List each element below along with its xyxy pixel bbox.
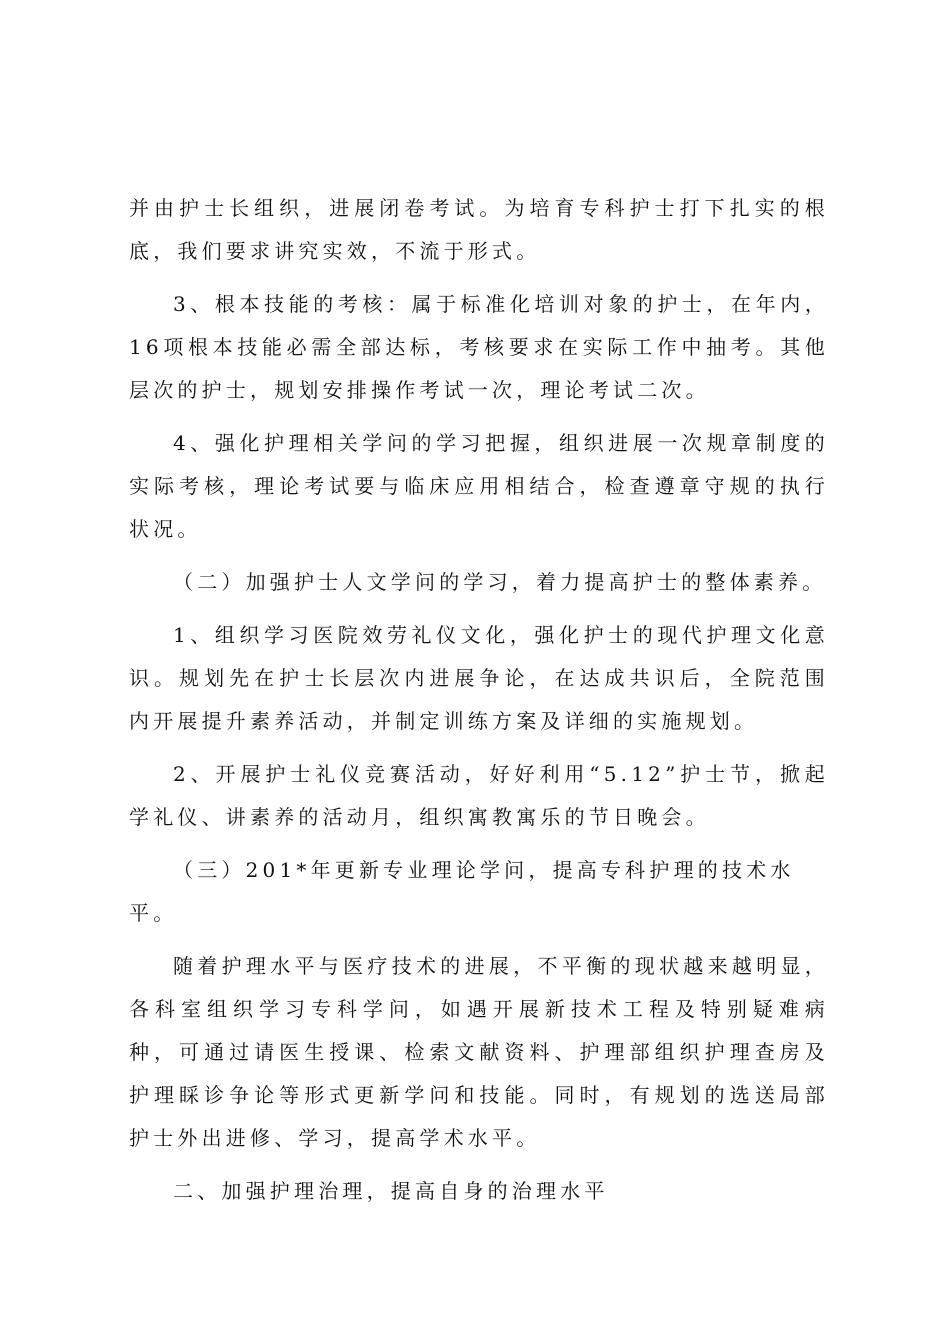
paragraph-basic-skills: 3、根本技能的考核：属于标准化培训对象的护士，在年内，16项根本技能必需全部达标，考核要求在实际工作中抽考。其他层次的护士，规划安排操作考试一次，理论考试二次。 (129, 292, 829, 402)
paragraph-exam-continuation: 并由护士长组织，进展闭卷考试。为培育专科护士打下扎实的根底，我们要求讲究实效，不流于形式。 (129, 196, 829, 263)
section-heading-management: 二、加强护理治理，提高自身的治理水平 (173, 1179, 609, 1203)
paragraph-etiquette-culture: 1、组织学习医院效劳礼仪文化，强化护士的现代护理文化意识。规划先在护士长层次内进展争论，在达成共识后，全院范围内开展提升素养活动，并制定训练方案及详细的实施规划。 (129, 623, 829, 733)
paragraph-etiquette-contest: 2、开展护士礼仪竞赛活动，好好利用“5.12”护士节，掀起学礼仪、讲素养的活动月，组织寓教寓乐的节日晚会。 (129, 762, 829, 829)
section-heading-humanities: （二）加强护士人文学问的学习，着力提高护士的整体素养。 (173, 570, 827, 594)
paragraph-specialty-learning: 随着护理水平与医疗技术的进展，不平衡的现状越来越明显，各科室组织学习专科学问，如遇开展新技术工程及特别疑难病种，可通过请医生授课、检索文献资料、护理部组织护理查房及护理睬诊争论等形式更新学问和技能。同时，有规划的选送局部护士外出进修、学习，提高学术水平。 (129, 954, 829, 1150)
paragraph-regulations: 4、强化护理相关学问的学习把握，组织进展一次规章制度的实际考核，理论考试要与临床应用相结合，检查遵章守规的执行状况。 (129, 431, 829, 541)
document-body (129, 187, 829, 1223)
section-heading-specialty: （三）201*年更新专业理论学问，提高专科护理的技术水平。 (129, 858, 795, 925)
